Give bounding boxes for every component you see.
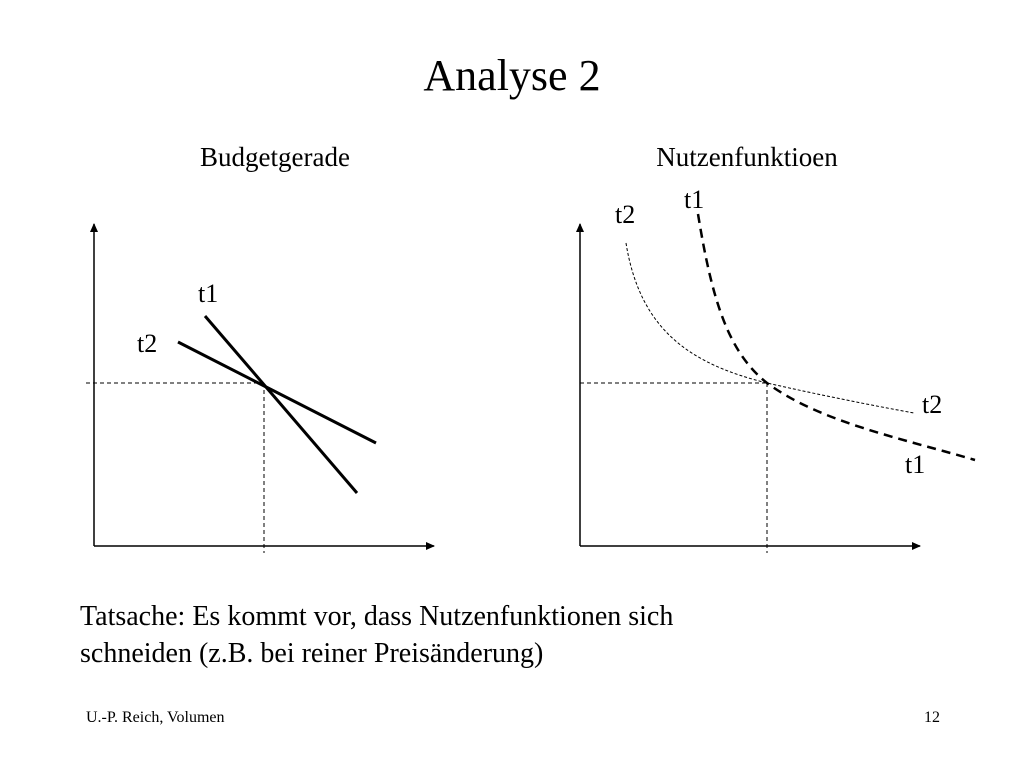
budget-line-t1-label: t1	[198, 279, 219, 308]
utility-curve-t1-right-label: t1	[905, 450, 926, 479]
utility-curve-t2	[626, 243, 914, 413]
budget-line-t2	[178, 342, 376, 443]
budget-line-heading: Budgetgerade	[200, 142, 350, 172]
utility-curve-t2-top-label: t2	[615, 200, 636, 229]
utility-functions-panel	[580, 185, 975, 553]
footer-author: U.-P. Reich, Volumen	[86, 709, 225, 726]
caption-line-2: schneiden (z.B. bei reiner Preisänderung)	[80, 638, 544, 669]
caption-line-1: Tatsache: Es kommt vor, dass Nutzenfunktionen sich	[80, 601, 674, 632]
slide-title: Analyse 2	[423, 51, 601, 100]
budget-line-panel	[86, 224, 434, 553]
caption	[80, 598, 940, 672]
page-number: 12	[924, 709, 940, 726]
utility-curve-t2-right-label: t2	[922, 390, 943, 419]
utility-functions-heading: Nutzenfunktioen	[656, 142, 838, 172]
utility-curve-t1	[698, 214, 975, 460]
budget-line-t1	[205, 316, 357, 493]
utility-curve-t1-top-label: t1	[684, 185, 705, 214]
budget-line-t2-label: t2	[137, 329, 158, 358]
